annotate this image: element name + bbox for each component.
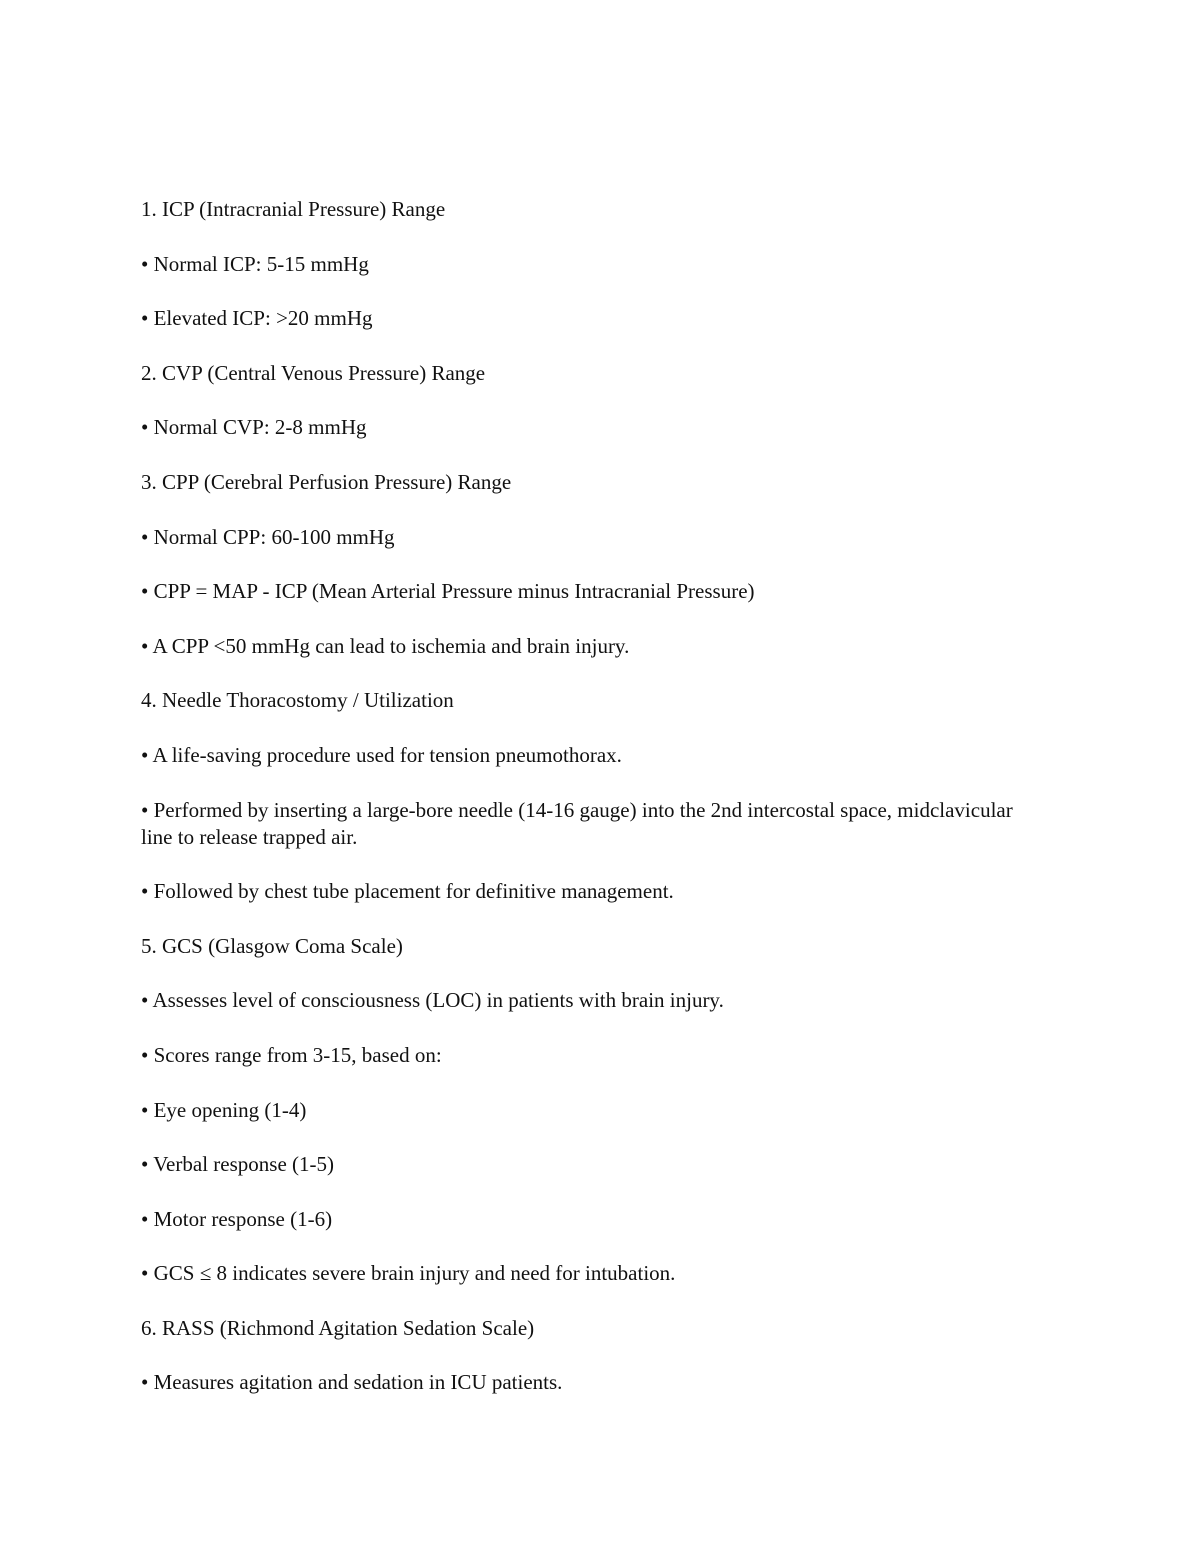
document-body — [141, 196, 1021, 1424]
section-heading-cvp: 2. CVP (Central Venous Pressure) Range — [141, 360, 486, 385]
bullet-gcs-score-range: • Scores range from 3-15, based on: — [141, 1042, 442, 1067]
bullet-cpp-formula: • CPP = MAP - ICP (Mean Arterial Pressure minus Intracranial Pressure) — [141, 579, 755, 604]
bullet-verbal-response: • Verbal response (1-5) — [141, 1152, 334, 1177]
bullet-normal-cpp: • Normal CPP: 60-100 mmHg — [141, 524, 395, 549]
bullet-normal-icp: • Normal ICP: 5-15 mmHg — [141, 251, 369, 276]
bullet-procedure-technique: • Performed by inserting a large-bore needle (14-16 gauge) into the 2nd intercostal space, midclavicular line to release trapped air. — [141, 797, 1013, 849]
section-heading-icp: 1. ICP (Intracranial Pressure) Range — [141, 197, 446, 221]
bullet-life-saving-procedure: • A life-saving procedure used for tension pneumothorax. — [141, 742, 622, 767]
bullet-eye-opening: • Eye opening (1-4) — [141, 1097, 307, 1122]
section-heading-needle-thoracostomy: 4. Needle Thoracostomy / Utilization — [141, 688, 454, 713]
bullet-elevated-icp: • Elevated ICP: >20 mmHg — [141, 306, 373, 331]
bullet-gcs-assesses: • Assesses level of consciousness (LOC) in patients with brain injury. — [141, 988, 724, 1013]
bullet-chest-tube: • Followed by chest tube placement for definitive management. — [141, 879, 674, 904]
section-heading-gcs: 5. GCS (Glasgow Coma Scale) — [141, 933, 403, 958]
section-heading-rass: 6. RASS (Richmond Agitation Sedation Scale) — [141, 1315, 535, 1340]
bullet-cpp-ischemia: • A CPP <50 mmHg can lead to ischemia and brain injury. — [141, 633, 630, 658]
bullet-gcs-intubation: • GCS ≤ 8 indicates severe brain injury and need for intubation. — [141, 1261, 676, 1286]
bullet-rass-measures: • Measures agitation and sedation in ICU patients. — [141, 1370, 563, 1395]
bullet-normal-cvp: • Normal CVP: 2-8 mmHg — [141, 415, 367, 440]
section-heading-cpp: 3. CPP (Cerebral Perfusion Pressure) Range — [141, 469, 512, 494]
bullet-motor-response: • Motor response (1-6) — [141, 1206, 333, 1231]
